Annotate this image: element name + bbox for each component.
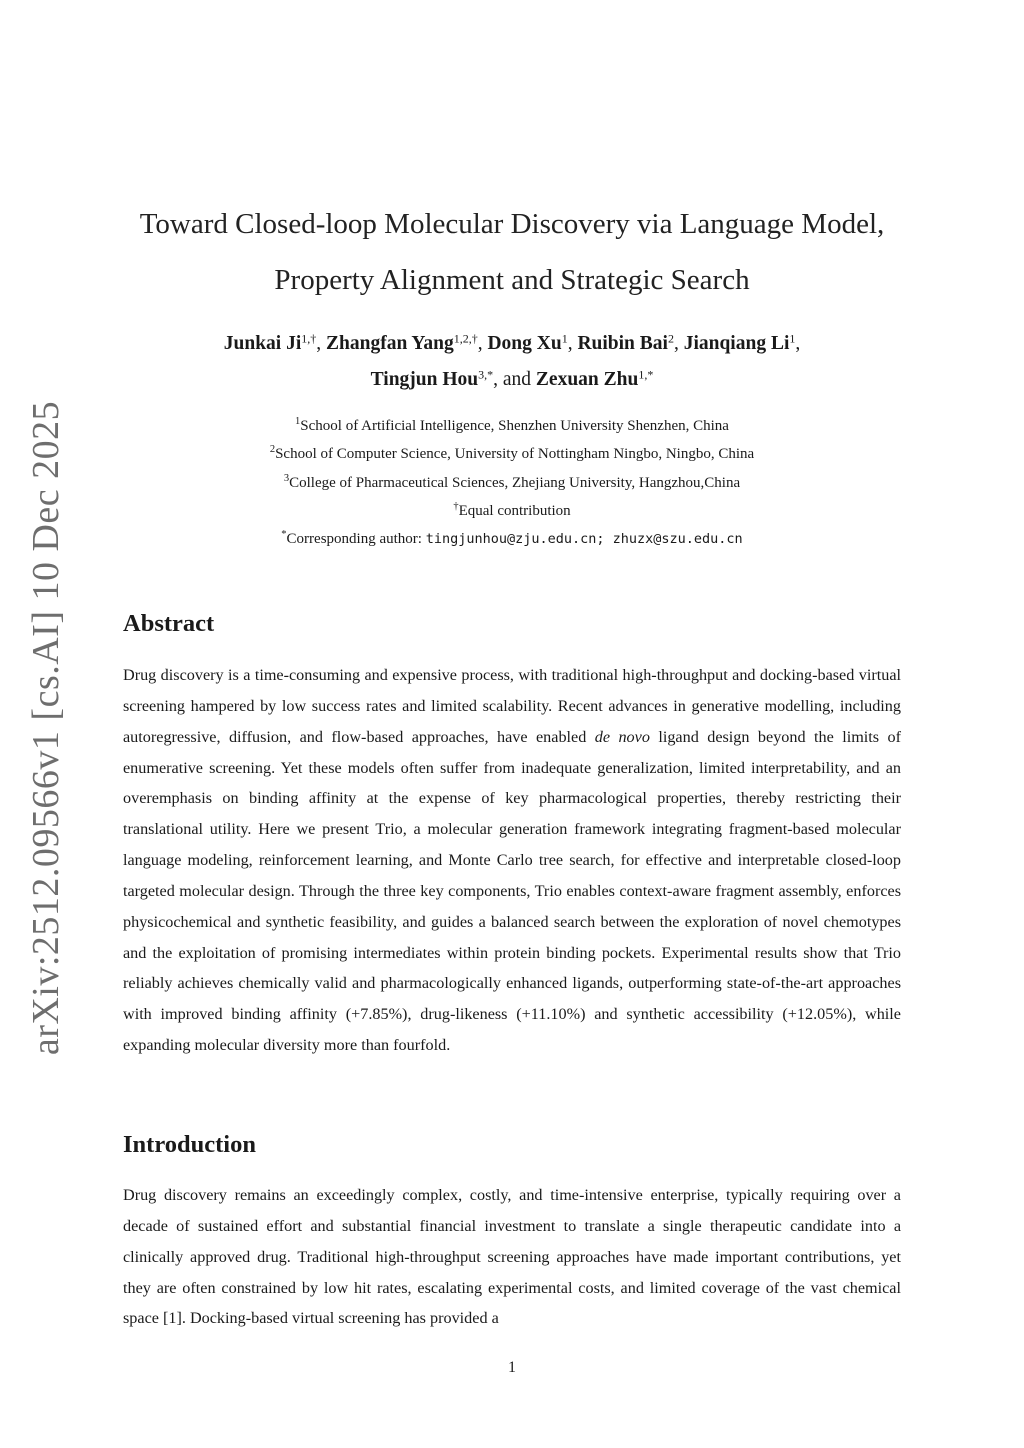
author-name — [536, 369, 653, 390]
author-list — [120, 326, 904, 398]
affiliation-2: $^2$School of Computer Science, University of Nottingham Ningbo, Ningbo, China — [269, 444, 755, 463]
separator: , — [673, 333, 684, 354]
corresponding-emails[interactable]: tingjunhou@zju.edu.cn; zhuzx@szu.edu.cn — [425, 531, 743, 548]
paper-title — [120, 196, 904, 308]
author-dong-xu: Dong Xu — [487, 333, 562, 354]
author-affil-marker: 1,* — [638, 367, 654, 382]
equal-contribution-note: †Equal contribution — [453, 501, 571, 519]
title-line-2: Property Alignment and Strategic Search — [274, 264, 750, 296]
page-number: 1 — [508, 1359, 516, 1376]
corresponding-author-note: *Corresponding author: tingjunhou@zju.edu.cn; zhuzx@szu.edu.cn — [281, 529, 743, 548]
separator: , — [567, 333, 578, 354]
separator-and: , and — [493, 369, 536, 390]
separator: , — [477, 333, 488, 354]
author-name — [371, 369, 494, 390]
author-jianqiang-li: Jianqiang Li — [683, 333, 790, 354]
arxiv-identifier: arXiv:2512.09566v1 [cs.AI] 10 Dec 2025 — [25, 400, 67, 1056]
affiliation-list — [120, 412, 904, 553]
author-zhangfan-yang: Zhangfan Yang — [326, 333, 454, 354]
affiliation-1: $^1$School of Artificial Intelligence, Shenzhen University Shenzhen, China — [295, 416, 729, 434]
author-name — [326, 333, 478, 354]
title-line-1: Toward Closed-loop Molecular Discovery via Language Model, — [139, 208, 885, 240]
introduction-heading: Introduction — [123, 1131, 256, 1158]
author-affil-marker: 1 — [789, 331, 796, 346]
author-junkai-ji: Junkai Ji — [223, 333, 302, 354]
author-ruibin-bai: Ruibin Bai — [577, 333, 668, 354]
abstract-italic-phrase: de novo — [594, 727, 650, 746]
author-tingjun-hou: Tingjun Hou — [370, 369, 479, 390]
author-name — [487, 333, 567, 354]
separator: , — [316, 333, 326, 354]
author-name — [684, 333, 796, 354]
introduction-body: Drug discovery remains an exceedingly complex, costly, and time-intensive enterprise, typically requiring over a decade of sustained effort and substantial financial investment to translate a single therapeutic candidate into a clinically approved drug. Traditional high-throughput screening approaches have made important contributions, yet they are often constrained by low hit rates, escalating experimental costs, and limited coverage of the vast chemical space [1]. Docking-based virtual screening has provided a — [123, 1186, 901, 1328]
separator: , — [795, 333, 801, 354]
author-zexuan-zhu: Zexuan Zhu — [535, 369, 639, 390]
author-affil-marker: 2 — [667, 331, 674, 346]
author-affil-marker: 1,2,† — [453, 331, 478, 346]
author-affil-marker: 3,* — [478, 367, 494, 382]
abstract-body: Drug discovery is a time-consuming and expensive process, with traditional high-throughput and docking-based virtual screening hampered by low success rates and limited scalability. Recent advances in generative modelling, including autoregressive, diffusion, and flow-based approaches, have enabled de novo ligand design beyond the limits of enumerative screening. Yet these models often suffer from inadequate generalization, limited interpretability, and an overemphasis on binding affinity at the expense of key pharmacological properties, thereby restricting their translational utility. Here we present Trio, a molecular generation framework integrating fragment-based molecular language modeling, reinforcement learning, and Monte Carlo tree search, for effective and interpretable closed-loop targeted molecular design. Through the three key components, Trio enables context-aware fragment assembly, enforces physicochemical and synthetic feasibility, and guides a balanced search between the exploration of novel chemotypes and the exploitation of promising intermediates within protein binding pockets. Experimental results show that Trio reliably achieves chemically valid and pharmacologically enhanced ligands, outperforming state-of-the-art approaches with improved binding affinity (+7.85%), drug-likeness (+11.10%) and synthetic accessibility (+12.05%), while expanding molecular diversity more than fourfold. — [123, 666, 901, 1055]
author-name — [224, 333, 317, 354]
author-affil-marker: 1 — [561, 331, 568, 346]
abstract-heading: Abstract — [123, 610, 215, 637]
author-affil-marker: 1,† — [301, 331, 317, 346]
affiliation-3: $^3$College of Pharmaceutical Sciences, Zhejiang University, Hangzhou,China — [283, 472, 741, 491]
author-name — [577, 333, 674, 354]
